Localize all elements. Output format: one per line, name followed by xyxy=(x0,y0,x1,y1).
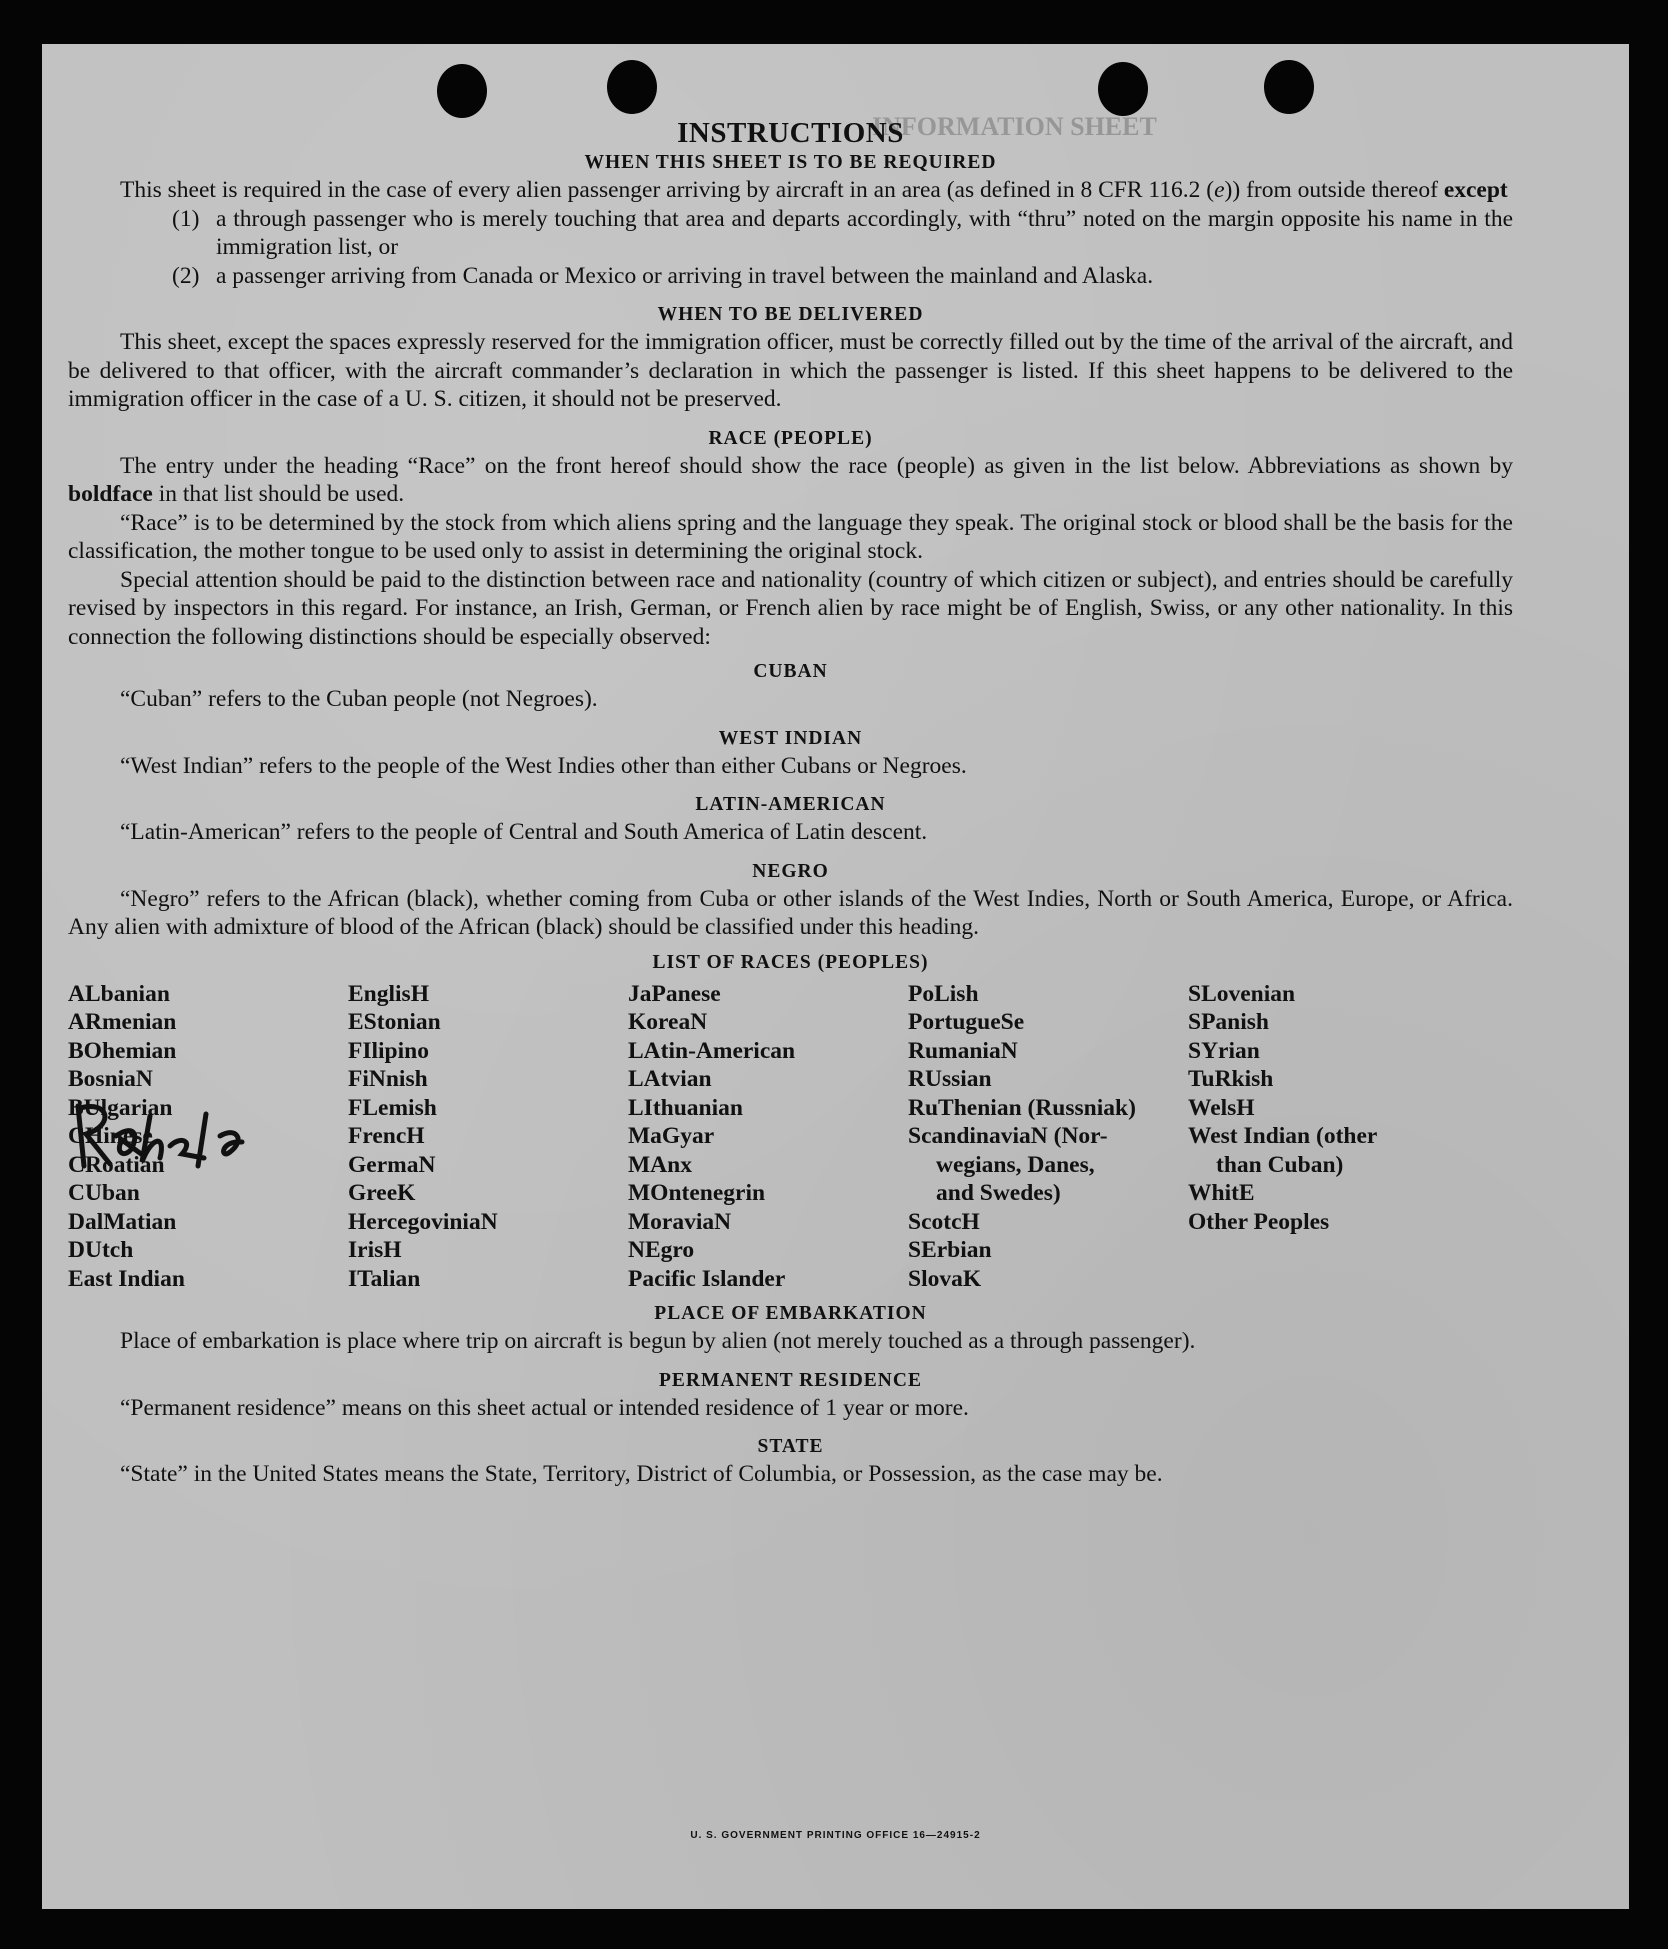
race-entry: CRoatian xyxy=(68,1151,165,1178)
west-indian-text: “West Indian” refers to the people of the West Indies other than either Cubans or Negroes. xyxy=(120,752,967,779)
section-heading-delivered: WHEN TO BE DELIVERED xyxy=(657,304,924,325)
race-entry: FIlipino xyxy=(348,1037,429,1064)
bleed-through-mark: INFORMATION SHEET xyxy=(872,112,1157,141)
race-entry: RumaniaN xyxy=(908,1037,1018,1064)
race-entry: and Swedes) xyxy=(936,1180,1061,1206)
race-paragraph-3: Special attention should be paid to the distinction between race and nationality (country of which citizen or subject), and entries should be carefully revised by inspectors in this regard. For instance, an Irish, German, or French alien by race might be of English, Swiss, or any other nationality. In this connection the following distinctions should be especially observed: xyxy=(68,566,1513,650)
section-heading-cuban: CUBAN xyxy=(753,661,828,682)
race-entry: RuThenian (Russniak) xyxy=(908,1094,1136,1121)
latin-american-text: “Latin-American” refers to the people of Central and South America of Latin descent. xyxy=(120,819,928,845)
race-entry: SlovaK xyxy=(908,1265,982,1292)
cuban-text: “Cuban” refers to the Cuban people (not Negroes). xyxy=(120,686,598,712)
section-heading-west-indian: WEST INDIAN xyxy=(718,727,863,749)
race-entry: CHinese xyxy=(68,1123,153,1149)
printer-imprint: U. S. GOVERNMENT PRINTING OFFICE 16—24915-2 xyxy=(690,1830,981,1841)
race-entry: WhitE xyxy=(1188,1180,1255,1206)
embarkation-text: Place of embarkation is place where trip on aircraft is begun by alien (not merely touched as a through passenger). xyxy=(120,1328,1196,1354)
section-heading-state: STATE xyxy=(757,1436,824,1457)
race-entry: BUlgarian xyxy=(68,1094,173,1121)
section-heading-embarkation: PLACE OF EMBARKATION xyxy=(654,1303,927,1324)
race-entry: Other Peoples xyxy=(1188,1208,1330,1235)
race-entry: DUtch xyxy=(68,1237,134,1263)
race-entry: MaGyar xyxy=(628,1123,715,1149)
race-entry: CUban xyxy=(68,1180,140,1206)
race-entry: EnglisH xyxy=(348,980,429,1007)
state-text: “State” in the United States means the State, Territory, District of Columbia, or Possession, as the case may be. xyxy=(120,1461,1163,1487)
race-entry: MoraviaN xyxy=(628,1208,732,1235)
race-entry: wegians, Danes, xyxy=(936,1151,1095,1178)
race-entry: DalMatian xyxy=(68,1208,177,1235)
exception-item-2: (2) a passenger arriving from Canada or Mexico or arriving in travel between the mainland and Alaska. xyxy=(172,262,1154,289)
race-entry: TuRkish xyxy=(1188,1066,1274,1092)
race-entry: FLemish xyxy=(348,1094,437,1121)
race-entry: GreeK xyxy=(348,1180,416,1206)
race-entry: LIthuanian xyxy=(628,1094,743,1121)
race-entry: MAnx xyxy=(628,1151,692,1178)
punch-hole xyxy=(1264,60,1314,114)
race-entry: ITalian xyxy=(348,1265,421,1292)
race-column-2 xyxy=(348,980,628,1294)
race-entry: ARmenian xyxy=(68,1009,177,1035)
document-sheet xyxy=(42,44,1629,1909)
race-column-1 xyxy=(68,980,348,1294)
race-entry: MOntenegrin xyxy=(628,1180,766,1206)
race-entry: IrisH xyxy=(348,1237,402,1263)
race-entry: HercegoviniaN xyxy=(348,1208,498,1235)
race-entry: PoLish xyxy=(908,980,979,1007)
race-column-5 xyxy=(1188,980,1468,1294)
punch-hole xyxy=(607,60,657,114)
race-entry: FiNnish xyxy=(348,1066,428,1092)
section-heading-list-of-races: LIST OF RACES (PEOPLES) xyxy=(652,951,929,973)
section-heading-race: RACE (PEOPLE) xyxy=(708,427,873,449)
instructions-body xyxy=(68,116,1513,1489)
race-entry: NEgro xyxy=(628,1237,695,1263)
race-entry: BOhemian xyxy=(68,1037,177,1064)
race-entry: SYrian xyxy=(1188,1037,1260,1064)
negro-text: “Negro” refers to the African (black), whether coming from Cuba or other islands of the West Indies, North or South America, Europe, or Africa. Any alien with admixture of blood of the African (black) should be classified under this heading. xyxy=(68,885,1513,940)
page-title: INSTRUCTIONS xyxy=(677,117,904,149)
race-entry: West Indian (other xyxy=(1188,1123,1378,1149)
section-heading-latin-american: LATIN-AMERICAN xyxy=(695,794,886,815)
race-entry: ScotcH xyxy=(908,1208,980,1235)
race-entry: BosniaN xyxy=(68,1066,153,1092)
race-entry: East Indian xyxy=(68,1265,185,1292)
race-entry: SPanish xyxy=(1188,1009,1269,1035)
delivered-text: This sheet, except the spaces expressly reserved for the immigration officer, must be correctly filled out by the time of the arrival of the aircraft, and be delivered to that officer, with the aircraft commander’s declaration in which the passenger is listed. If this sheet happens to be delivered to the immigration officer in the case of a U. S. citizen, it should not be preserved. xyxy=(68,329,1513,412)
race-entry: WelsH xyxy=(1188,1094,1255,1121)
section-heading-negro: NEGRO xyxy=(752,860,829,882)
race-paragraph-2: “Race” is to be determined by the stock from which aliens spring and the language they speak. The original stock or blood shall be the basis for the classification, the mother tongue to be used only to assist in determining the original stock. xyxy=(68,509,1513,564)
race-entry: FrencH xyxy=(348,1123,425,1149)
exception-item-1: (1) a through passenger who is merely touching that area and departs accordingly, with “thru” noted on the margin opposite his name in the immigration list, or xyxy=(172,205,1513,260)
race-entry: ScandinaviaN (Nor- xyxy=(908,1123,1108,1149)
punch-hole xyxy=(437,64,487,118)
race-entry: SErbian xyxy=(908,1237,992,1263)
race-entry: SLovenian xyxy=(1188,980,1296,1007)
race-entry: PortugueSe xyxy=(908,1009,1025,1035)
race-entry: KoreaN xyxy=(628,1009,708,1035)
race-entry: Pacific Islander xyxy=(628,1265,786,1292)
race-entry: GermaN xyxy=(348,1151,436,1178)
race-entry: LAtin-American xyxy=(628,1037,796,1064)
race-list xyxy=(68,980,1513,1294)
section-heading-residence: PERMANENT RESIDENCE xyxy=(659,1369,922,1391)
section-heading-required: WHEN THIS SHEET IS TO BE REQUIRED xyxy=(584,152,997,173)
race-paragraph-1: The entry under the heading “Race” on the front hereof should show the race (people) as given in the list below. Abbreviations as shown by boldface in that list should be used. xyxy=(68,452,1513,507)
race-entry: JaPanese xyxy=(628,980,721,1007)
punch-hole xyxy=(1098,62,1148,116)
race-column-3 xyxy=(628,980,908,1294)
race-entry: RUssian xyxy=(908,1066,992,1092)
required-intro: This sheet is required in the case of every alien passenger arriving by aircraft in an area (as defined in 8 CFR 116.2 (e)) from outside thereof except xyxy=(120,177,1508,203)
race-column-4 xyxy=(908,980,1188,1294)
race-entry: ALbanian xyxy=(68,980,170,1007)
residence-text: “Permanent residence” means on this sheet actual or intended residence of 1 year or more. xyxy=(120,1394,969,1421)
race-entry: EStonian xyxy=(348,1009,441,1035)
race-entry: LAtvian xyxy=(628,1066,712,1092)
race-entry: than Cuban) xyxy=(1216,1151,1344,1178)
